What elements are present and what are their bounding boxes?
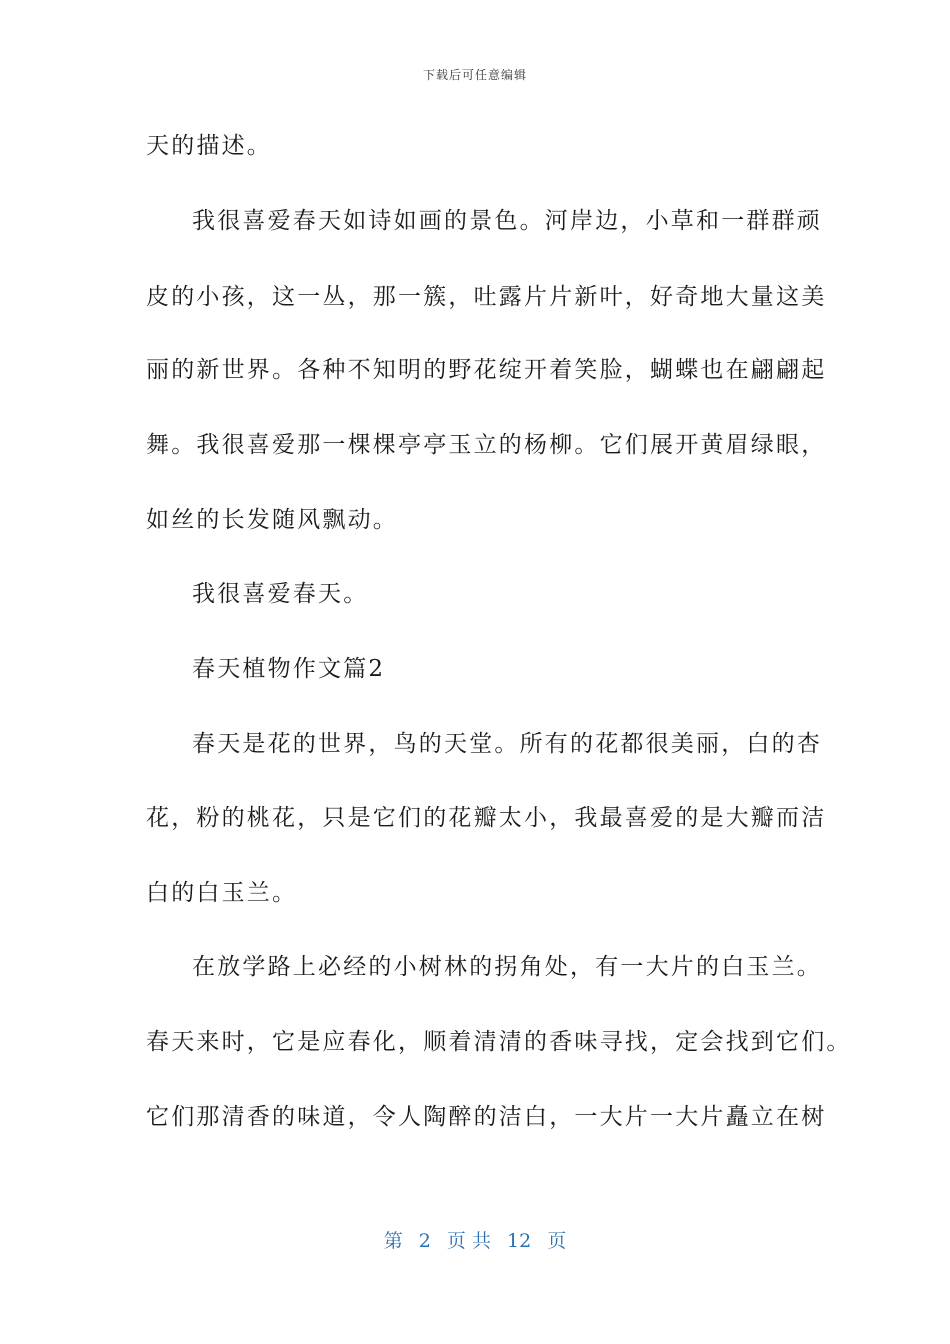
- text-line-9: 春天是花的世界，鸟的天堂。所有的花都很美丽，白的杏: [192, 731, 822, 757]
- text-line-11: 白的白玉兰。: [146, 880, 298, 906]
- text-line-1: 天的描述。: [146, 133, 272, 159]
- page-footer: [0, 1226, 950, 1253]
- footer-total-pages: 12: [507, 1230, 532, 1252]
- footer-current-page: 2: [418, 1230, 431, 1252]
- text-line-6: 如丝的长发随风飘动。: [146, 507, 398, 533]
- footer-middle: 页 共: [446, 1230, 491, 1252]
- text-line-13: 春天来时，它是应春化，顺着清清的香味寻找，定会找到它们。: [146, 1029, 852, 1055]
- text-line-4: 丽的新世界。各种不知明的野花绽开着笑脸，蝴蝶也在翩翩起: [146, 357, 827, 383]
- text-line-3: 皮的小孩，这一丛，那一簇，吐露片片新叶，好奇地大量这美: [146, 284, 827, 310]
- footer-suffix: 页: [547, 1230, 567, 1252]
- text-line-5: 舞。我很喜爱那一棵棵亭亭玉立的杨柳。它们展开黄眉绿眼，: [146, 432, 827, 458]
- text-line-10: 花，粉的桃花，只是它们的花瓣太小，我最喜爱的是大瓣而洁: [146, 805, 827, 831]
- section-heading: 春天植物作文篇2: [192, 656, 386, 682]
- text-line-14: 它们那清香的味道，令人陶醉的洁白，一大片一大片矗立在树: [146, 1104, 827, 1130]
- text-line-2: 我很喜爱春天如诗如画的景色。河岸边，小草和一群群顽: [192, 208, 822, 234]
- text-line-12: 在放学路上必经的小树林的拐角处，有一大片的白玉兰。: [192, 954, 822, 980]
- footer-prefix: 第: [383, 1230, 403, 1252]
- page-header: 下载后可任意编辑: [422, 68, 527, 82]
- text-line-7: 我很喜爱春天。: [192, 581, 369, 607]
